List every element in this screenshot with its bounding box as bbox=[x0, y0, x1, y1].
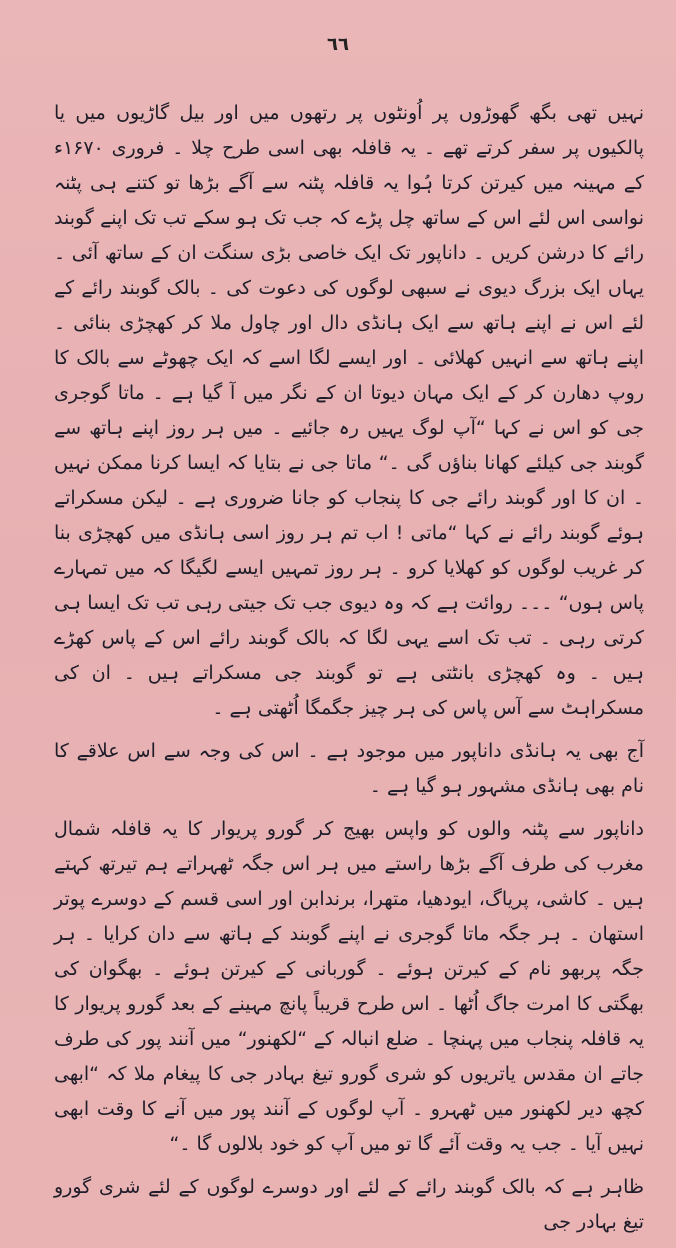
paragraph-2: آج بھی یہ ہانڈی داناپور میں موجود ہے ۔ اس کی وجہ سے اس علاقے کا نام بھی ہانڈی مشہور ہو گیا ہے ۔ bbox=[54, 740, 644, 797]
paragraph-4: ظاہر ہے کہ بالک گوبند رائے کے لئے اور دوسرے لوگوں کے لئے شری گورو تیغ بہادر جی bbox=[54, 1176, 644, 1233]
page-body bbox=[54, 96, 644, 1248]
page-number: ٦٦ bbox=[327, 34, 349, 55]
paragraph-1: نہیں تھی بگھ گھوڑوں پر اُونٹوں پر رتھوں میں اور بیل گاڑیوں میں یا پالکیوں پر سفر کرتے تھے ۔ یہ قافلہ بھی اسی طرح چلا ۔ فروری ۱۶۷۰ء کے مہینہ میں کیرتن کرتا ہُوا یہ قافلہ پٹنہ سے آگے بڑھا تو کتنے ہی پٹنہ نواسی اس لئے اس کے ساتھ چل پڑے کہ جب تک ہو سکے تب تک اپنے گوبند رائے کا درشن کریں ۔ داناپور تک ایک خاصی بڑی سنگت ان کے ساتھ آئی ۔ یہاں ایک بزرگ دیوی نے سبھی لوگوں کی دعوت کی ۔ بالک گوبند رائے کے لئے اس نے اپنے ہاتھ سے ایک ہانڈی دال اور چاول ملا کر کھچڑی بنائی ۔ اپنے ہاتھ سے انہیں کھلائی ۔ اور ایسے لگا اسے کہ ایک چھوٹے سے بالک کا روپ دھارن کر کے ایک مہان دیوتا ان کے نگر میں آ گیا ہے ۔ ماتا گوجری جی کو اس نے کہا “آپ لوگ یہیں رہ جائیے ۔ میں ہر روز اپنے ہاتھ سے گوبند جی کیلئے کھانا بناؤں گی ۔“ ماتا جی نے بتایا کہ ایسا کرنا ممکن نہیں ۔ ان کا اور گوبند رائے جی کا پنجاب کو جانا ضروری ہے ۔ لیکن مسکراتے ہوئے گوبند رائے نے کہا “ماتی ! اب تم ہر روز اسی ہانڈی میں کھچڑی بنا کر غریب لوگوں کو کھلایا کرو ۔ ہر روز تمہیں ایسے لگیگا کہ میں تمہارے پاس ہوں“ ۔۔۔ روائت ہے کہ وہ دیوی جب تک جیتی رہی تب تک ایسا ہی کرتی رہی ۔ تب تک اسے یہی لگا کہ بالک گوبند رائے اس کے پاس کھڑے ہیں ۔ وہ کھچڑی بانٹتی ہے تو گوبند جی مسکراتے ہیں ۔ ان کی مسکراہٹ سے آس پاس کی ہر چیز جگمگا اُٹھتی ہے ۔ bbox=[54, 102, 644, 719]
paragraph-3: داناپور سے پٹنہ والوں کو واپس بھیج کر گورو پریوار کا یہ قافلہ شمال مغرب کی طرف آگے بڑھا راستے میں ہر اس جگہ ٹھہراتے ہم تیرتھ کہتے ہیں ۔ کاشی، پریاگ، ایودھیا، متھرا، برندابن اور اسی قسم کے دوسرے پوتر استھان ۔ ہر جگہ ماتا گوجری نے اپنے گوبند کے ہاتھ سے دان کرایا ۔ ہر جگہ پربھو نام کے کیرتن ہوئے ۔ گوربانی کے کیرتن ہوئے ۔ بھگوان کی بھگتی کا امرت جاگ اُٹھا ۔ اس طرح قریباً پانچ مہینے کے بعد گورو پریوار کا یہ قافلہ پنجاب میں پہنچا ۔ ضلع انبالہ کے “لکھنور“ میں آنند پور کی طرف جاتے ان مقدس یاتریوں کو شری گورو تیغ بہادر جی کا پیغام ملا کہ “ابھی کچھ دیر لکھنور میں ٹھہرو ۔ آپ لوگوں کے آنند پور میں آنے کا وقت ابھی نہیں آیا ۔ جب یہ وقت آئے گا تو میں آپ کو خود بلالوں گا ۔“ bbox=[54, 818, 644, 1155]
